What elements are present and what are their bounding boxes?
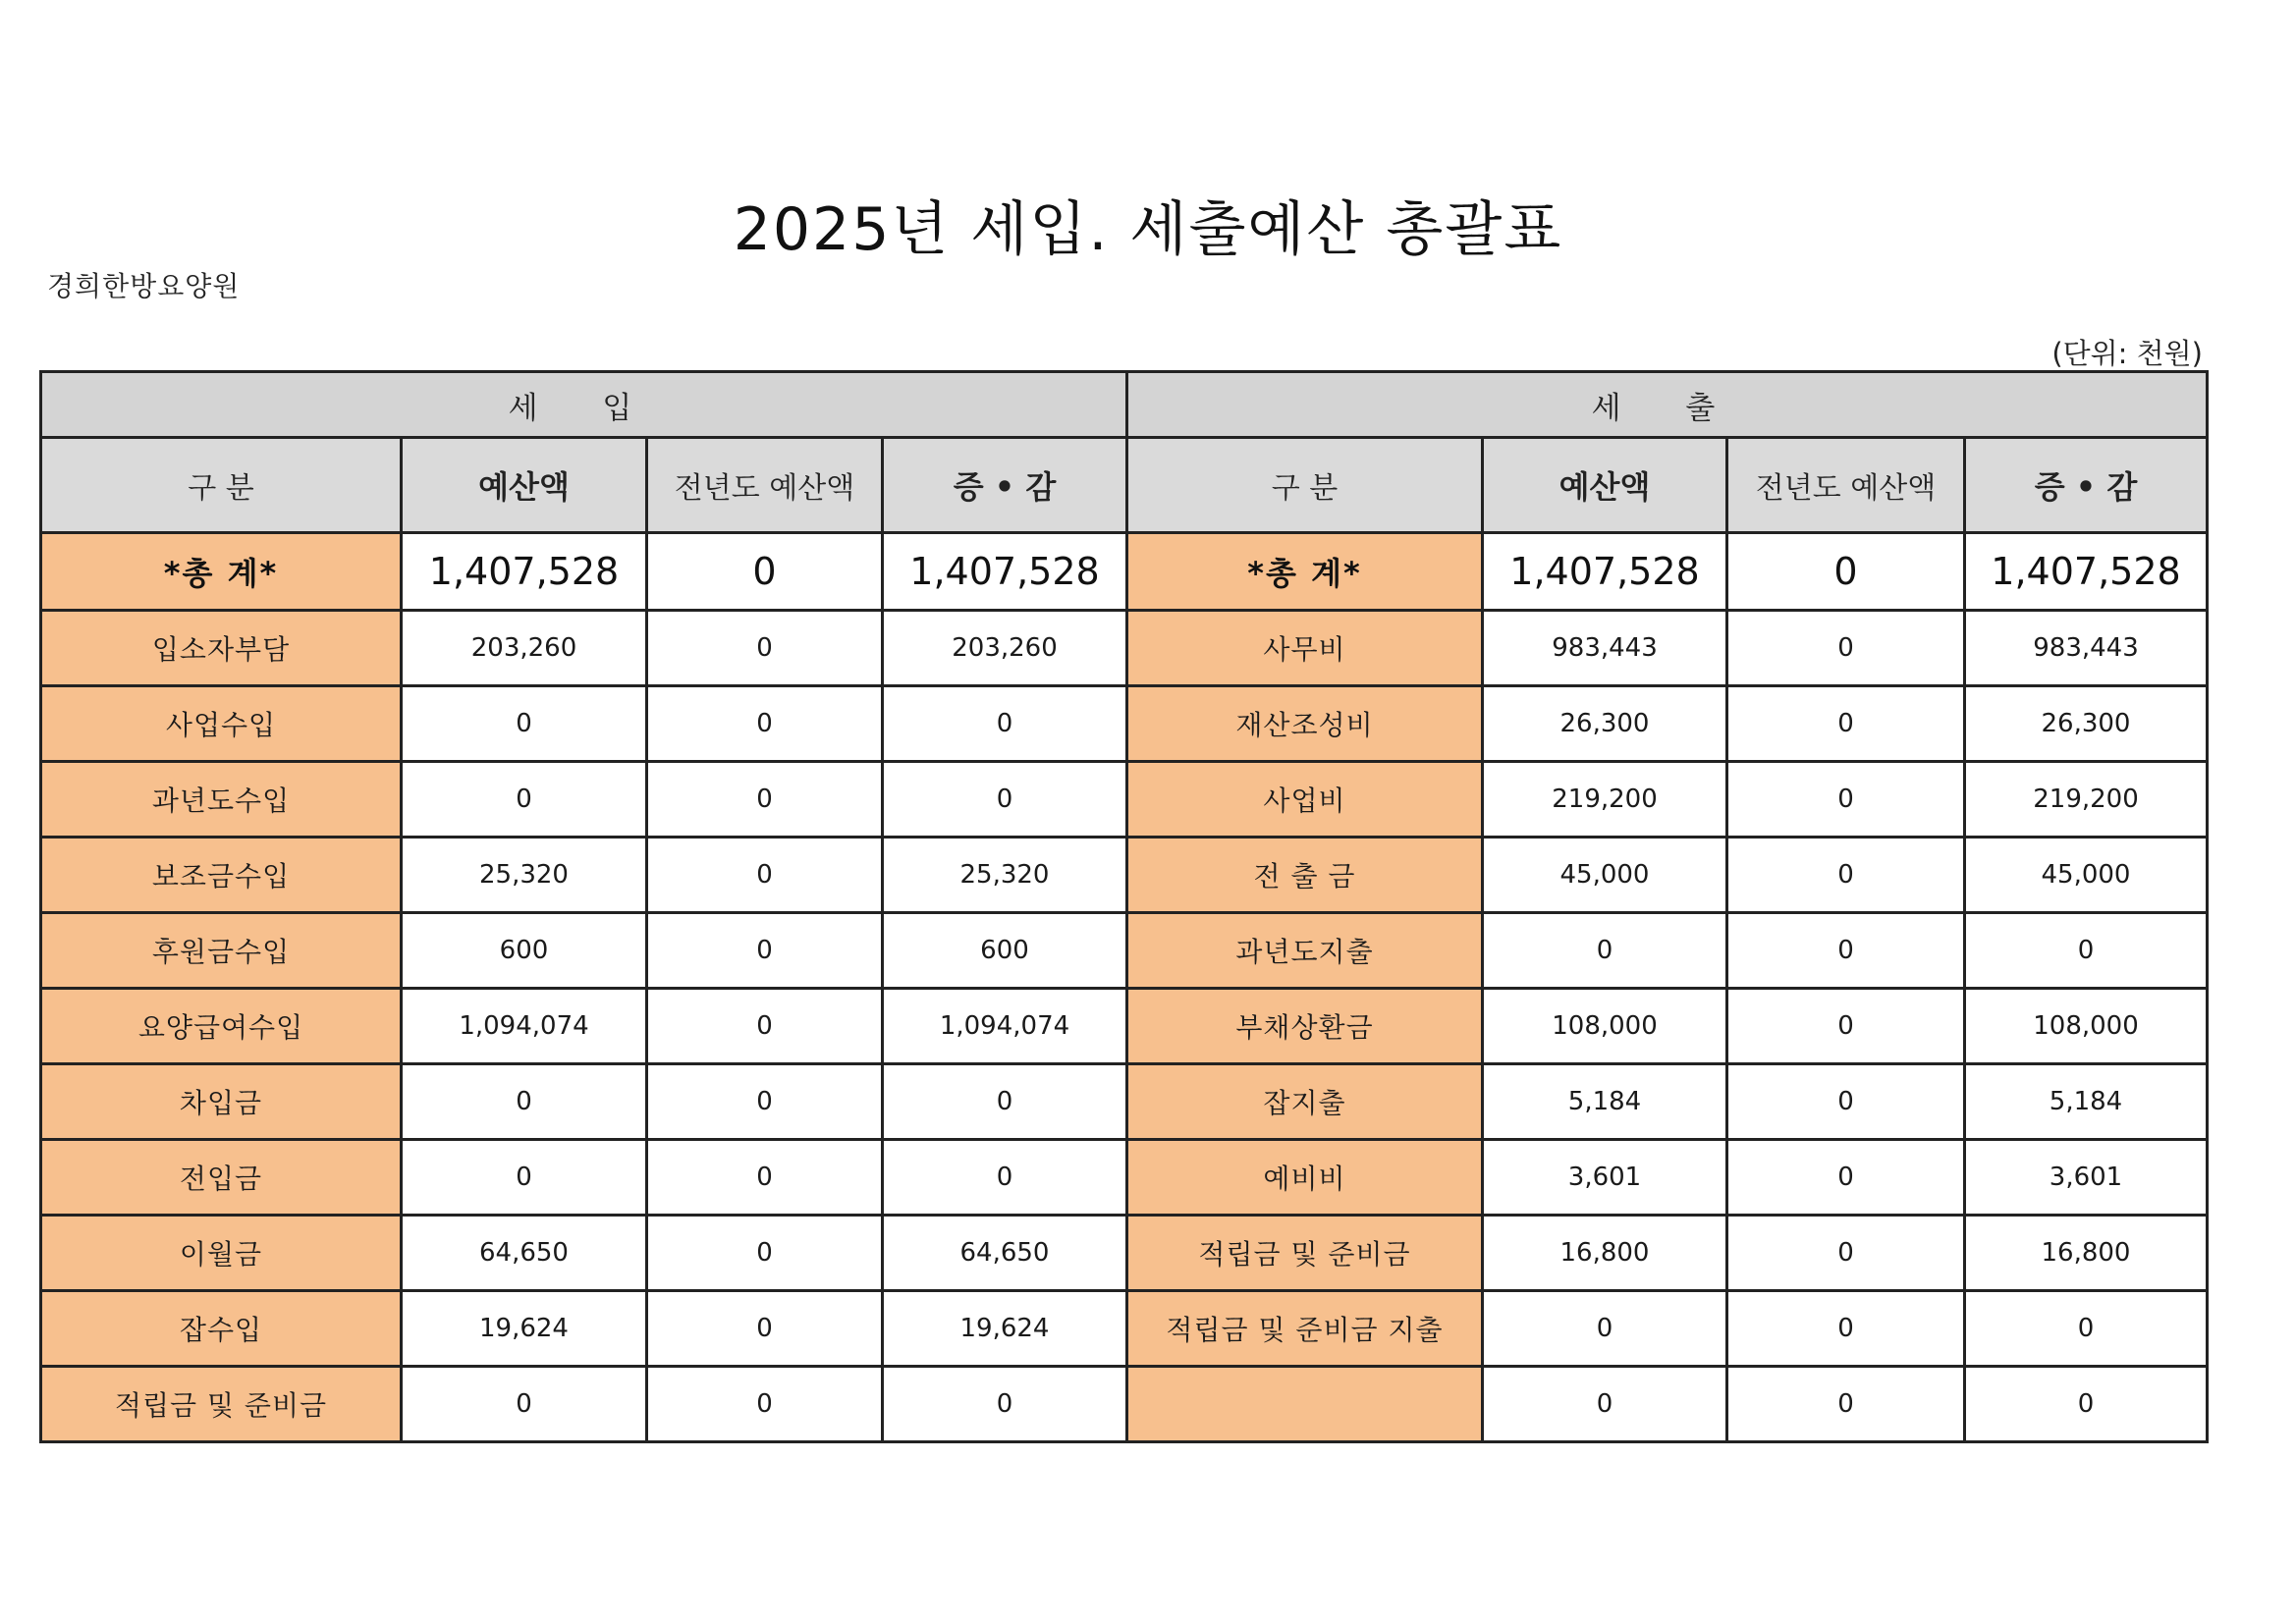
col-header-category: 구 분: [1127, 438, 1483, 533]
expenditure-prev-budget: 0: [1727, 762, 1965, 838]
expenditure-category: 적립금 및 준비금: [1127, 1216, 1483, 1291]
expenditure-change: 5,184: [1965, 1064, 2208, 1140]
revenue-budget: 0: [402, 686, 647, 762]
revenue-budget: 64,650: [402, 1216, 647, 1291]
revenue-category: 요양급여수입: [41, 989, 402, 1064]
expenditure-change: 219,200: [1965, 762, 2208, 838]
expenditure-budget: 16,800: [1483, 1216, 1727, 1291]
revenue-change: 203,260: [883, 611, 1127, 686]
revenue-change: 64,650: [883, 1216, 1127, 1291]
expenditure-change: 3,601: [1965, 1140, 2208, 1216]
expenditure-category: 예비비: [1127, 1140, 1483, 1216]
expenditure-change: 26,300: [1965, 686, 2208, 762]
total-label-revenue: *총 계*: [41, 533, 402, 611]
expenditure-category: 부채상환금: [1127, 989, 1483, 1064]
expenditure-prev-budget: 0: [1727, 611, 1965, 686]
revenue-prev-budget: 0: [647, 611, 883, 686]
total-budget-revenue: 1,407,528: [402, 533, 647, 611]
expenditure-budget: 0: [1483, 1367, 1727, 1442]
table-row: [41, 762, 2208, 838]
revenue-change: 0: [883, 1367, 1127, 1442]
revenue-change: 600: [883, 913, 1127, 989]
table-row: [41, 989, 2208, 1064]
section-header-row: [41, 372, 2208, 438]
table-row: [41, 1216, 2208, 1291]
revenue-budget: 1,094,074: [402, 989, 647, 1064]
expenditure-category: [1127, 1367, 1483, 1442]
revenue-prev-budget: 0: [647, 1064, 883, 1140]
table-row: [41, 611, 2208, 686]
revenue-prev-budget: 0: [647, 913, 883, 989]
expenditure-prev-budget: 0: [1727, 1291, 1965, 1367]
expenditure-budget: 5,184: [1483, 1064, 1727, 1140]
table-row: [41, 1291, 2208, 1367]
revenue-prev-budget: 0: [647, 762, 883, 838]
expenditure-budget: 45,000: [1483, 838, 1727, 913]
col-header-change: 증 • 감: [1965, 438, 2208, 533]
total-change-expenditure: 1,407,528: [1965, 533, 2208, 611]
col-header-budget: 예산액: [1483, 438, 1727, 533]
expenditure-prev-budget: 0: [1727, 686, 1965, 762]
expenditure-budget: 108,000: [1483, 989, 1727, 1064]
revenue-category: 적립금 및 준비금: [41, 1367, 402, 1442]
total-budget-expenditure: 1,407,528: [1483, 533, 1727, 611]
expenditure-change: 0: [1965, 1291, 2208, 1367]
expenditure-category: 재산조성비: [1127, 686, 1483, 762]
expenditure-category: 과년도지출: [1127, 913, 1483, 989]
expenditure-change: 16,800: [1965, 1216, 2208, 1291]
revenue-budget: 0: [402, 762, 647, 838]
expenditure-budget: 26,300: [1483, 686, 1727, 762]
expenditure-category: 전 출 금: [1127, 838, 1483, 913]
col-header-prev-budget: 전년도 예산액: [1727, 438, 1965, 533]
total-prev-revenue: 0: [647, 533, 883, 611]
revenue-prev-budget: 0: [647, 1367, 883, 1442]
table-row: [41, 1367, 2208, 1442]
expenditure-prev-budget: 0: [1727, 1064, 1965, 1140]
revenue-prev-budget: 0: [647, 1216, 883, 1291]
expenditure-prev-budget: 0: [1727, 913, 1965, 989]
revenue-prev-budget: 0: [647, 838, 883, 913]
organization-name: 경희한방요양원: [47, 270, 241, 302]
section-revenue: 세 입: [41, 372, 1127, 438]
total-change-revenue: 1,407,528: [883, 533, 1127, 611]
expenditure-change: 108,000: [1965, 989, 2208, 1064]
expenditure-prev-budget: 0: [1727, 1216, 1965, 1291]
revenue-change: 25,320: [883, 838, 1127, 913]
col-header-change: 증 • 감: [883, 438, 1127, 533]
revenue-budget: 0: [402, 1064, 647, 1140]
revenue-budget: 203,260: [402, 611, 647, 686]
revenue-budget: 19,624: [402, 1291, 647, 1367]
total-prev-expenditure: 0: [1727, 533, 1965, 611]
table-row: [41, 913, 2208, 989]
total-row: [41, 533, 2208, 611]
budget-summary-table: [39, 370, 2209, 1443]
expenditure-budget: 0: [1483, 913, 1727, 989]
expenditure-change: 45,000: [1965, 838, 2208, 913]
col-header-budget: 예산액: [402, 438, 647, 533]
expenditure-prev-budget: 0: [1727, 1367, 1965, 1442]
table-row: [41, 1140, 2208, 1216]
table-row: [41, 686, 2208, 762]
revenue-change: 0: [883, 762, 1127, 838]
revenue-budget: 0: [402, 1140, 647, 1216]
page-title: 2025년 세입. 세출예산 총괄표: [733, 195, 1563, 264]
revenue-budget: 0: [402, 1367, 647, 1442]
expenditure-budget: 219,200: [1483, 762, 1727, 838]
expenditure-category: 사무비: [1127, 611, 1483, 686]
revenue-prev-budget: 0: [647, 989, 883, 1064]
col-header-prev-budget: 전년도 예산액: [647, 438, 883, 533]
revenue-prev-budget: 0: [647, 1291, 883, 1367]
expenditure-budget: 983,443: [1483, 611, 1727, 686]
table-row: [41, 838, 2208, 913]
revenue-change: 0: [883, 1140, 1127, 1216]
revenue-category: 보조금수입: [41, 838, 402, 913]
revenue-category: 전입금: [41, 1140, 402, 1216]
expenditure-prev-budget: 0: [1727, 1140, 1965, 1216]
expenditure-category: 사업비: [1127, 762, 1483, 838]
revenue-category: 차입금: [41, 1064, 402, 1140]
expenditure-category: 적립금 및 준비금 지출: [1127, 1291, 1483, 1367]
expenditure-budget: 0: [1483, 1291, 1727, 1367]
revenue-category: 과년도수입: [41, 762, 402, 838]
revenue-category: 사업수입: [41, 686, 402, 762]
expenditure-prev-budget: 0: [1727, 989, 1965, 1064]
revenue-change: 0: [883, 1064, 1127, 1140]
expenditure-budget: 3,601: [1483, 1140, 1727, 1216]
section-expenditure: 세 출: [1127, 372, 2208, 438]
revenue-change: 0: [883, 686, 1127, 762]
unit-label: (단위: 천원): [2051, 337, 2203, 370]
expenditure-change: 0: [1965, 913, 2208, 989]
expenditure-prev-budget: 0: [1727, 838, 1965, 913]
revenue-prev-budget: 0: [647, 686, 883, 762]
revenue-change: 1,094,074: [883, 989, 1127, 1064]
revenue-prev-budget: 0: [647, 1140, 883, 1216]
revenue-category: 이월금: [41, 1216, 402, 1291]
revenue-budget: 25,320: [402, 838, 647, 913]
expenditure-change: 0: [1965, 1367, 2208, 1442]
revenue-category: 잡수입: [41, 1291, 402, 1367]
col-header-category: 구 분: [41, 438, 402, 533]
table-row: [41, 1064, 2208, 1140]
revenue-change: 19,624: [883, 1291, 1127, 1367]
column-header-row: [41, 438, 2208, 533]
total-label-expenditure: *총 계*: [1127, 533, 1483, 611]
expenditure-category: 잡지출: [1127, 1064, 1483, 1140]
revenue-category: 후원금수입: [41, 913, 402, 989]
revenue-budget: 600: [402, 913, 647, 989]
revenue-category: 입소자부담: [41, 611, 402, 686]
expenditure-change: 983,443: [1965, 611, 2208, 686]
